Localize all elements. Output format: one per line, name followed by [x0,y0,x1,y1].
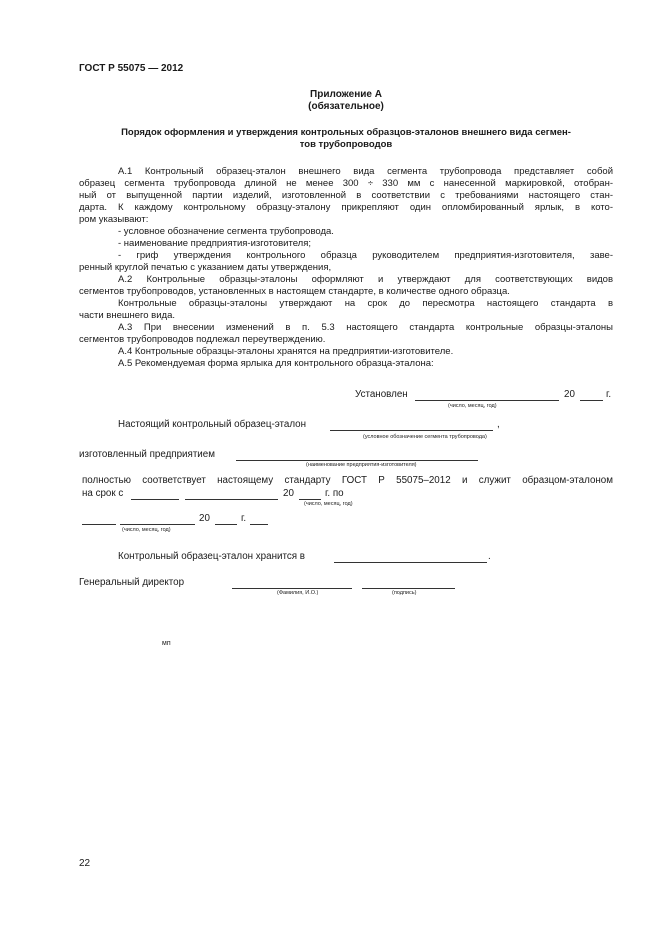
body-line: А.4 Контрольные образцы-эталоны хранятся на предприятии-изготовителе. [118,346,454,357]
stamp-place: мп [162,640,171,647]
body-line: дарта. К каждому контрольному образцу-эталону прикрепляют один опломбированный ярлык, в кото- [79,202,613,213]
storage-end: . [488,551,491,562]
until-suffix-field[interactable] [250,524,268,525]
body-line: сегментов трубопроводов, установленных в настоящем стандарте, в количестве одного образца. [79,286,510,297]
section-title-line1: Порядок оформления и утверждения контрольных образцов-эталонов внешнего вида сегмен- [121,127,571,138]
conform-year: 20 [283,488,294,499]
sample-label: Настоящий контрольный образец-эталон [118,419,307,430]
page-number: 22 [79,858,91,869]
director-signature-field[interactable] [362,588,455,589]
conform-hint: (число, месяц, год) [304,501,353,507]
conform-to: г. по [325,488,344,499]
body-line: А.1 Контрольный образец-эталон внешнего вида сегмента трубопровода представляет собой [118,166,613,177]
body-line: части внешнего вида. [79,310,176,321]
sample-designation-field[interactable] [330,430,493,431]
storage-label: Контрольный образец-эталон хранится в [118,551,305,562]
body-line: ный от выпущенной партии изделий, изготовленной в соответствии с требованиями настоящего стан- [79,190,613,201]
until-year: 20 [199,513,210,524]
sign-hint: (подпись) [392,590,417,596]
body-line: А.2 Контрольные образцы-эталоны оформляют и утверждают для соответствующих видов [118,274,613,285]
section-title-line2: тов трубопроводов [299,139,393,150]
maker-hint: (наименование предприятия-изготовителя) [306,462,417,468]
approved-year-suffix: г. [606,389,612,400]
approved-date-hint: (число, месяц, год) [448,403,497,409]
until-suffix: г. [241,513,247,524]
list-item: - гриф утверждения контрольного образца руководителем предприятия-изготовителя, заве- [118,250,613,261]
until-month-field[interactable] [120,524,195,525]
sample-hint: (условное обозначение сегмента трубопровода) [363,434,487,440]
until-hint: (число, месяц, год) [122,527,171,533]
director-label: Генеральный директор [79,577,185,588]
until-day-field[interactable] [82,524,116,525]
conform-line: полностью соответствует настоящему стандарту ГОСТ Р 55075–2012 и служит образцом-эталоном [82,475,613,486]
standard-header: ГОСТ Р 55075 — 2012 [79,63,184,74]
body-line: А.3 При внесении изменений в п. 5.3 настоящего стандарта контрольные образцы-эталоны [118,322,613,333]
sample-comma: , [497,419,500,430]
list-item: - условное обозначение сегмента трубопровода. [118,226,334,237]
director-name-field[interactable] [232,588,352,589]
body-line: А.5 Рекомендуемая форма ярлыка для контрольного образца-эталона: [118,358,434,369]
approved-label: Установлен [355,389,408,400]
storage-field[interactable] [334,562,487,563]
approved-date-field[interactable] [415,400,559,401]
appendix-subtitle: (обязательное) [308,101,384,112]
name-hint: (Фамилия, И.О.) [277,590,319,596]
appendix-title: Приложение А [310,89,382,100]
maker-label: изготовленный предприятием [79,449,215,460]
maker-field[interactable] [236,460,478,461]
until-year-field[interactable] [215,524,237,525]
body-line: Контрольные образцы-эталоны утверждают на срок до пересмотра настоящего стандарта в [118,298,613,309]
conform-year-field[interactable] [299,499,321,500]
body-line: образец сегмента трубопровода длиной не менее 300 ÷ 330 мм с нанесенной маркировкой, отобран- [79,178,613,189]
approved-year: 20 [564,389,575,400]
list-item: - наименование предприятия-изготовителя; [118,238,311,249]
conform-prefix: на срок с [82,488,124,499]
body-line: сегментов трубопроводов подлежал переутверждению. [79,334,326,345]
body-line: ренный круглой печатью с указанием даты утверждения, [79,262,332,273]
conform-from-day-field[interactable] [131,499,179,500]
approved-year-field[interactable] [580,400,603,401]
body-line: ром указывают: [79,214,149,225]
conform-from-month-field[interactable] [185,499,278,500]
